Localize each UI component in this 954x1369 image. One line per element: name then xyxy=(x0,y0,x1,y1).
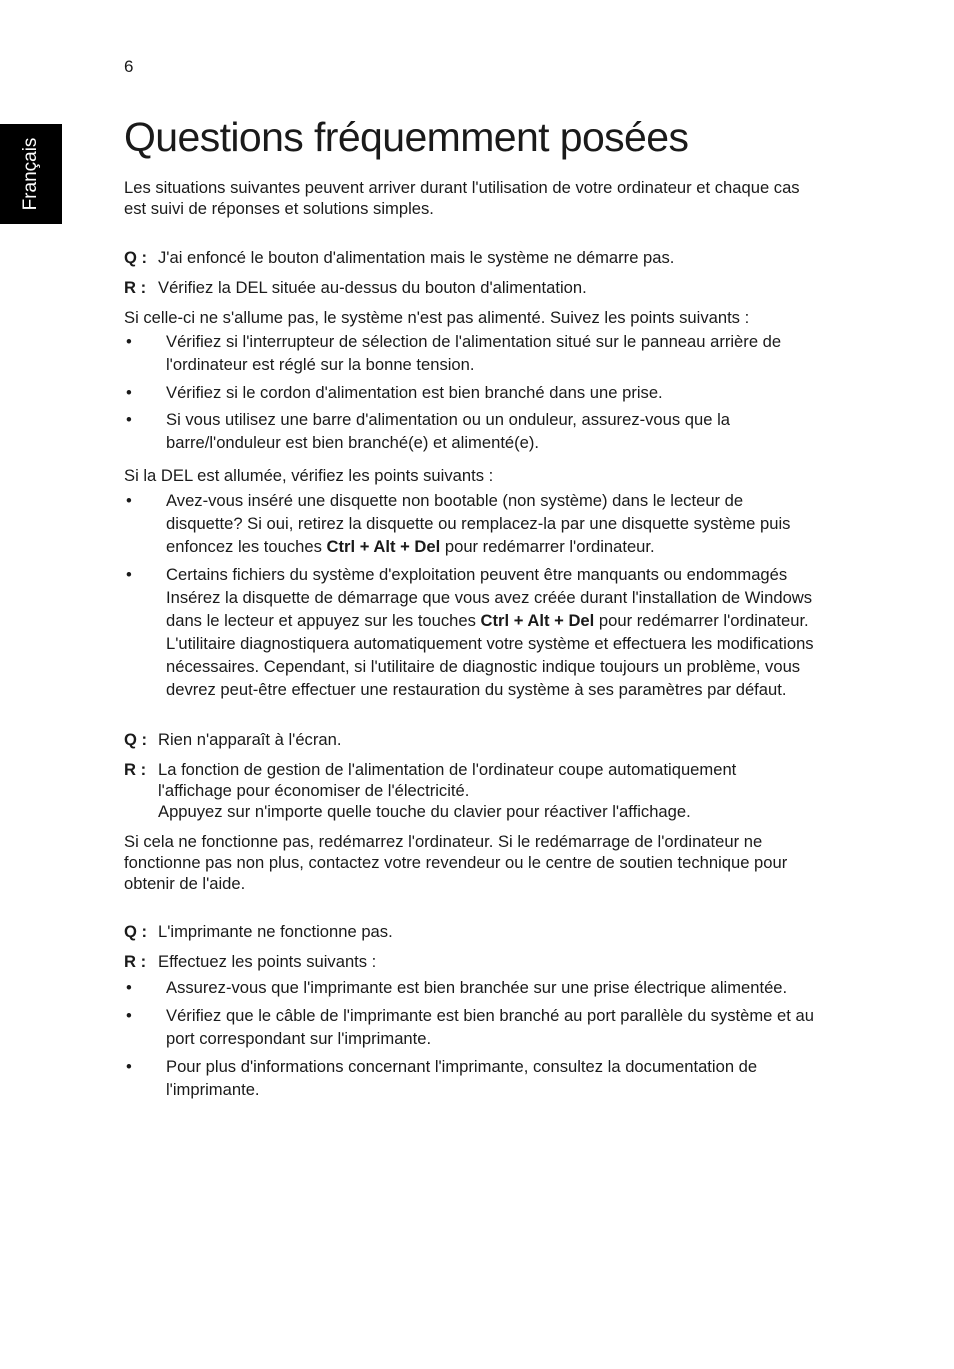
answer-body xyxy=(158,759,814,822)
list-item-text: Vérifiez si le cordon d'alimentation est bien branché dans une prise. xyxy=(166,383,663,402)
list-item-text: pour redémarrer l'ordinateur. xyxy=(440,537,655,556)
bullet-icon: • xyxy=(126,1006,132,1025)
answer-1 xyxy=(124,277,814,298)
list-item-text: Si vous utilisez une barre d'alimentation ou un onduleur, assurez-vous que la barre/l'onduleur est bien branché(e) et alimenté(e). xyxy=(166,410,731,452)
page-number: 6 xyxy=(124,57,134,76)
paragraph: Si la DEL est allumée, vérifiez les points suivants : xyxy=(124,466,494,485)
answer-text: La fonction de gestion de l'alimentation de l'ordinateur coupe automatiquement l'affichage pour économiser de l'électricité. xyxy=(158,760,737,800)
faq-content xyxy=(124,177,814,1101)
bullet-icon: • xyxy=(126,978,132,997)
question-text: L'imprimante ne fonctionne pas. xyxy=(158,922,393,941)
question-1 xyxy=(124,247,814,268)
bullet-icon: • xyxy=(126,491,132,510)
answer-2 xyxy=(124,759,814,822)
answer-label: R : xyxy=(124,760,147,779)
question-text: Rien n'apparaît à l'écran. xyxy=(158,730,342,749)
language-tab xyxy=(0,124,62,224)
question-label: Q : xyxy=(124,922,148,941)
answer-3 xyxy=(124,951,814,972)
bullet-icon: • xyxy=(126,332,132,351)
list-item xyxy=(124,489,814,558)
list-item-text: Vérifiez si l'interrupteur de sélection de l'alimentation situé sur le panneau arrière de l'ordinateur est réglé sur la bonne tension. xyxy=(166,332,782,374)
bullet-icon: • xyxy=(126,383,132,402)
list-item-text: Assurez-vous que l'imprimante est bien branchée sur une prise électrique alimentée. xyxy=(166,978,788,997)
answer-text: Vérifiez la DEL située au-dessus du bouton d'alimentation. xyxy=(158,278,587,297)
language-tab-label: Français xyxy=(20,137,41,211)
bullet-list xyxy=(124,976,814,1101)
list-item xyxy=(124,381,814,404)
list-item xyxy=(124,1055,814,1101)
list-item-text: pour redémarrer l'ordinateur. L'utilitaire diagnostiquera automatiquement votre système et effectuera les modifications nécessaires. Cependant, si l'utilitaire de diagnostic indique toujours un problème, vous devrez peut-être effectuer une restauration du système à ses paramètres par défaut. xyxy=(166,611,814,699)
question-2 xyxy=(124,729,814,750)
list-item xyxy=(124,563,814,701)
paragraph: Si cela ne fonctionne pas, redémarrez l'ordinateur. Si le redémarrage de l'ordinateur ne fonctionne pas non plus, contactez votre revendeur ou le centre de soutien technique pour obtenir de l'aide. xyxy=(124,832,788,893)
list-item-text: Certains fichiers du système d'exploitation peuvent être manquants ou endommagés Insérez la disquette de démarrage que vous avez créée durant l'installation de Windows dans le lecteur et appuyez sur les touches xyxy=(166,565,813,630)
bullet-icon: • xyxy=(126,410,132,429)
answer-label: R : xyxy=(124,952,147,971)
page-title: Questions fréquemment posées xyxy=(124,114,689,160)
list-item-text: Avez-vous inséré une disquette non bootable (non système) dans le lecteur de disquette? Si oui, retirez la disquette ou remplacez-la par une disquette système puis enfoncez les touches xyxy=(166,491,791,556)
intro-paragraph: Les situations suivantes peuvent arriver durant l'utilisation de votre ordinateur et chaque cas est suivi de réponses et solutions simples. xyxy=(124,178,800,218)
answer-label: R : xyxy=(124,278,147,297)
question-label: Q : xyxy=(124,248,148,267)
list-item xyxy=(124,1004,814,1050)
list-item xyxy=(124,976,814,999)
bullet-list xyxy=(124,489,814,701)
question-3 xyxy=(124,921,814,942)
question-text: J'ai enfoncé le bouton d'alimentation mais le système ne démarre pas. xyxy=(158,248,675,267)
list-item-text: Pour plus d'informations concernant l'imprimante, consultez la documentation de l'imprimante. xyxy=(166,1057,758,1099)
bullet-list xyxy=(124,330,814,454)
list-item-text: Vérifiez que le câble de l'imprimante est bien branché au port parallèle du système et au port correspondant sur l'imprimante. xyxy=(166,1006,814,1048)
bullet-icon: • xyxy=(126,565,132,584)
list-item xyxy=(124,330,814,376)
paragraph: Si celle-ci ne s'allume pas, le système n'est pas alimenté. Suivez les points suivants : xyxy=(124,308,750,327)
key-combination: Ctrl + Alt + Del xyxy=(480,611,595,630)
list-item xyxy=(124,408,814,454)
bullet-icon: • xyxy=(126,1057,132,1076)
answer-text: Appuyez sur n'importe quelle touche du clavier pour réactiver l'affichage. xyxy=(158,802,691,821)
answer-text: Effectuez les points suivants : xyxy=(158,952,377,971)
question-label: Q : xyxy=(124,730,148,749)
key-combination: Ctrl + Alt + Del xyxy=(326,537,441,556)
